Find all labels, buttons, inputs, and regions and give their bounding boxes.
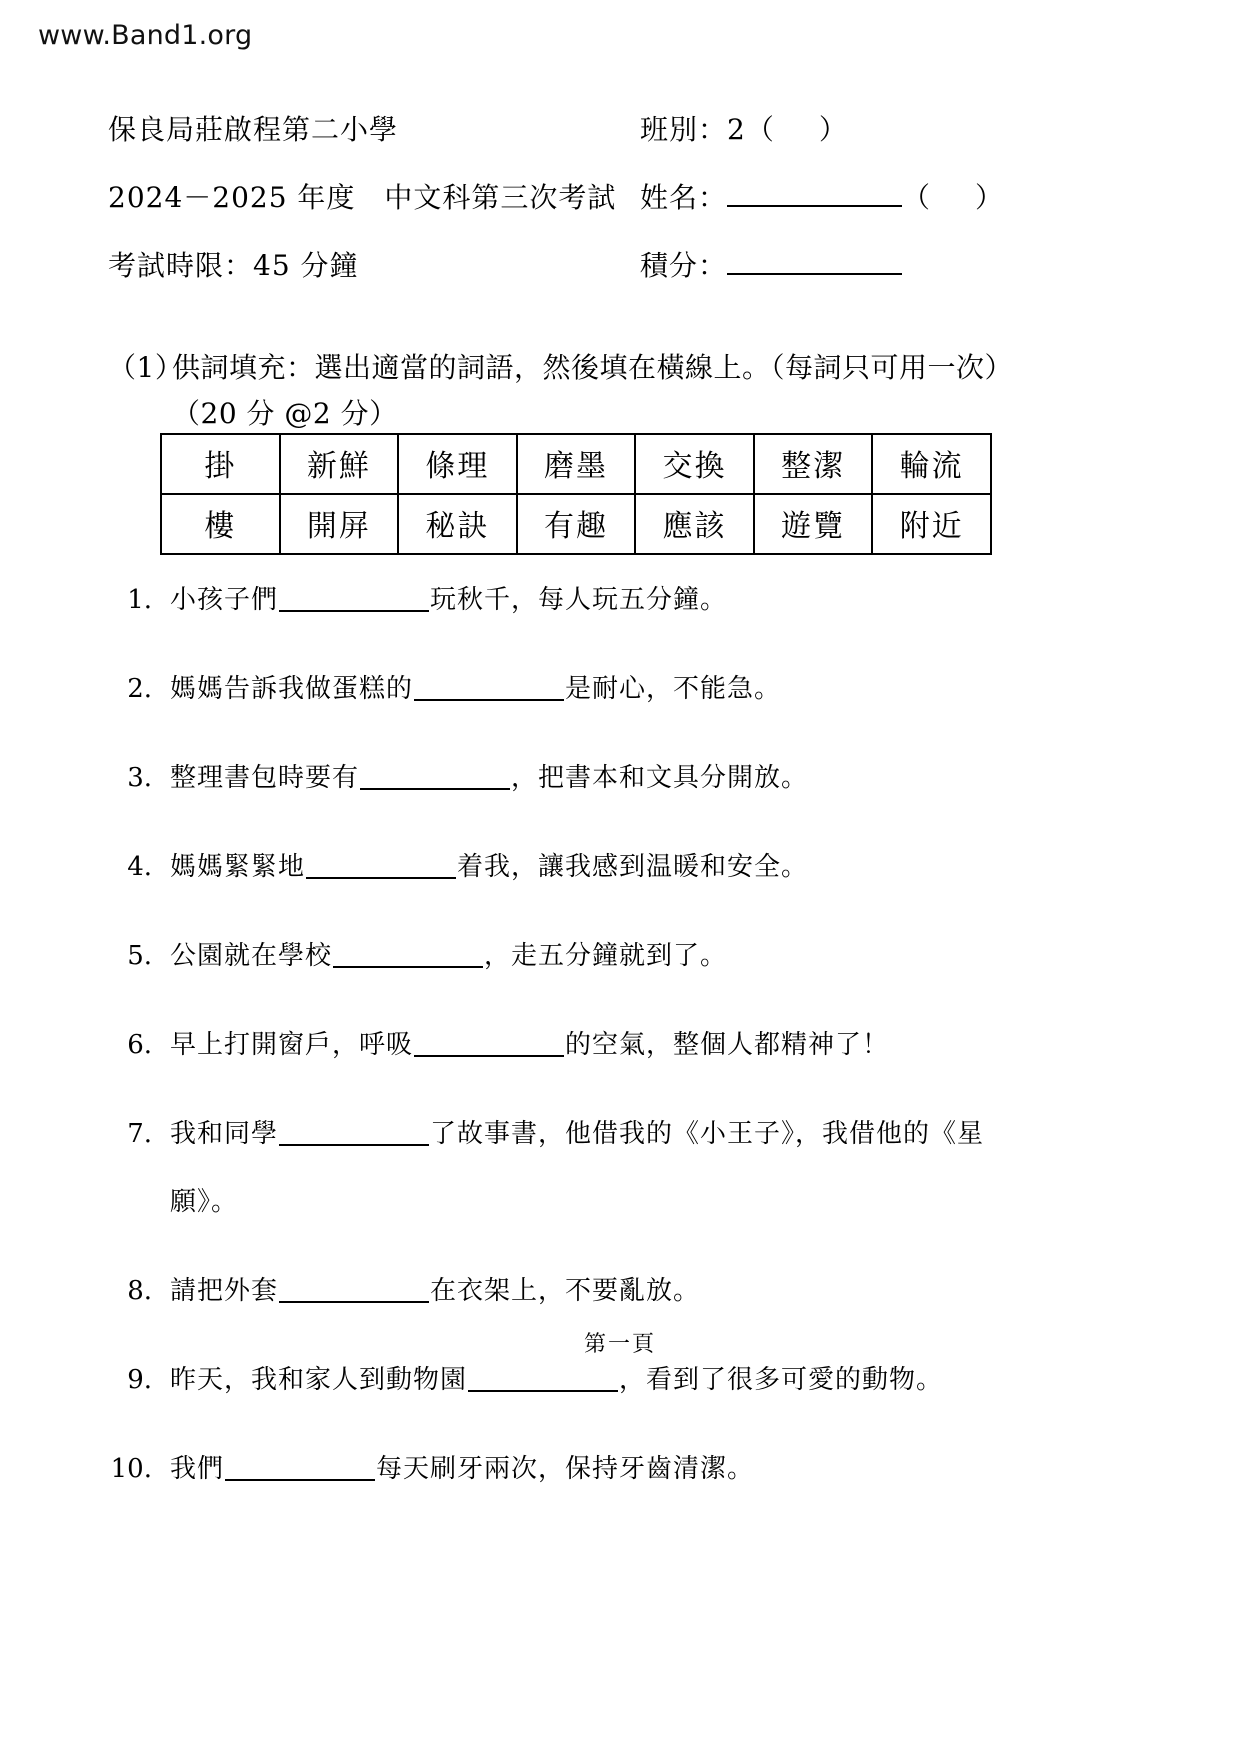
time-limit: 考試時限：45 分鐘 — [108, 249, 359, 282]
word-bank-cell: 磨墨 — [517, 434, 636, 494]
question-number: 9. — [127, 1365, 152, 1395]
name-paren-close: ） — [975, 181, 1005, 214]
answer-blank[interactable] — [225, 1451, 375, 1481]
word-bank-cell: 秘訣 — [398, 494, 517, 554]
question-text-before: 昨天，我和家人到動物園 — [170, 1365, 468, 1395]
question-item — [108, 922, 1138, 990]
exam-header — [108, 108, 1132, 312]
question-text-before: 媽媽告訴我做蛋糕的 — [170, 674, 414, 704]
score-label: 積分： — [640, 249, 728, 282]
class-paren-close: ） — [818, 113, 848, 146]
question-text-before: 公園就在學校 — [170, 941, 333, 971]
question-text — [170, 1100, 1138, 1236]
answer-blank[interactable] — [279, 1116, 429, 1146]
question-text-after: 是耐心，不能急。 — [565, 674, 782, 704]
question-text-after: 在衣架上，不要亂放。 — [430, 1276, 701, 1306]
question-number: 2. — [127, 674, 152, 704]
question-text-after: 的空氣，整個人都精神了！ — [565, 1030, 890, 1060]
question-item — [108, 1435, 1138, 1503]
question-text-after: ，把書本和文具分開放。 — [511, 763, 809, 793]
question-list — [108, 566, 1138, 1524]
answer-blank[interactable] — [414, 671, 564, 701]
header-row-exam — [108, 176, 1132, 244]
question-number: 6. — [127, 1030, 152, 1060]
word-bank-cell: 整潔 — [754, 434, 873, 494]
question-text — [170, 1257, 1138, 1325]
word-bank-cell: 有趣 — [517, 494, 636, 554]
name-field — [640, 176, 1004, 216]
class-label: 班別：2（ — [640, 113, 775, 146]
question-item — [108, 1257, 1138, 1325]
watermark-text: www.Band1.org — [38, 20, 253, 51]
question-text — [170, 1435, 1138, 1503]
class-field — [640, 108, 848, 148]
word-bank-cell: 附近 — [872, 494, 991, 554]
section-marks: （20 分 @2 分） — [172, 397, 398, 430]
question-number: 10. — [110, 1454, 152, 1484]
header-row-school — [108, 108, 1132, 176]
question-text — [170, 922, 1138, 990]
question-text-after: 玩秋千，每人玩五分鐘。 — [430, 585, 728, 615]
name-input-blank[interactable] — [727, 179, 902, 207]
word-bank-cell: 遊覽 — [754, 494, 873, 554]
section-instruction: 供詞填充：選出適當的詞語，然後填在橫線上。（每詞只可用一次） — [172, 351, 1014, 384]
section-number: （1） — [108, 351, 184, 384]
word-bank-table — [160, 433, 992, 555]
question-item — [108, 744, 1138, 812]
question-number: 4. — [127, 852, 152, 882]
word-bank-row-1 — [161, 434, 991, 494]
word-bank-cell: 應該 — [635, 494, 754, 554]
answer-blank[interactable] — [306, 849, 456, 879]
answer-blank[interactable] — [279, 1273, 429, 1303]
question-text-before: 媽媽緊緊地 — [170, 852, 306, 882]
word-bank-cell: 交換 — [635, 434, 754, 494]
word-bank-cell: 開屏 — [280, 494, 399, 554]
question-text-after: 着我，讓我感到温暖和安全。 — [457, 852, 809, 882]
question-number: 7. — [127, 1119, 152, 1149]
name-label: 姓名： — [640, 181, 728, 214]
question-number: 1. — [127, 585, 152, 615]
question-text-before: 我們 — [170, 1454, 225, 1484]
question-item — [108, 566, 1138, 634]
name-paren-open: （ — [902, 181, 932, 214]
question-text-continuation: 願》。 — [170, 1187, 239, 1217]
question-text-after: 了故事書，他借我的《小王子》，我借他的《星 — [430, 1119, 985, 1149]
question-text — [170, 833, 1138, 901]
answer-blank[interactable] — [468, 1362, 618, 1392]
word-bank-cell: 樓 — [161, 494, 280, 554]
question-item — [108, 1011, 1138, 1079]
question-number: 8. — [127, 1276, 152, 1306]
question-item — [108, 1100, 1138, 1236]
question-text-before: 整理書包時要有 — [170, 763, 360, 793]
word-bank-cell: 條理 — [398, 434, 517, 494]
question-text — [170, 655, 1138, 723]
word-bank-cell: 掛 — [161, 434, 280, 494]
question-number: 3. — [127, 763, 152, 793]
question-item — [108, 655, 1138, 723]
question-item — [108, 833, 1138, 901]
exam-title: 2024－2025 年度 中文科第三次考試 — [108, 181, 617, 214]
answer-blank[interactable] — [414, 1027, 564, 1057]
answer-blank[interactable] — [333, 938, 483, 968]
word-bank-row-2 — [161, 494, 991, 554]
question-text-after: ，走五分鐘就到了。 — [484, 941, 728, 971]
question-text-after: 每天刷牙兩次，保持牙齒清潔。 — [376, 1454, 755, 1484]
page-footer: 第一頁 — [583, 1332, 656, 1357]
answer-blank[interactable] — [360, 760, 510, 790]
question-text-before: 請把外套 — [170, 1276, 279, 1306]
answer-blank[interactable] — [279, 582, 429, 612]
question-text — [170, 566, 1138, 634]
question-text — [170, 1011, 1138, 1079]
question-text — [170, 744, 1138, 812]
question-text-before: 小孩子們 — [170, 585, 279, 615]
question-text-before: 我和同學 — [170, 1119, 279, 1149]
question-number: 5. — [127, 941, 152, 971]
question-text-after: ，看到了很多可愛的動物。 — [619, 1365, 944, 1395]
score-field — [640, 244, 902, 284]
question-text-before: 早上打開窗戶，呼吸 — [170, 1030, 414, 1060]
section-heading — [108, 346, 1013, 386]
header-row-time — [108, 244, 1132, 312]
word-bank-cell: 輪流 — [872, 434, 991, 494]
word-bank-cell: 新鮮 — [280, 434, 399, 494]
school-name: 保良局莊啟程第二小學 — [108, 113, 399, 146]
score-input-blank[interactable] — [727, 247, 902, 275]
